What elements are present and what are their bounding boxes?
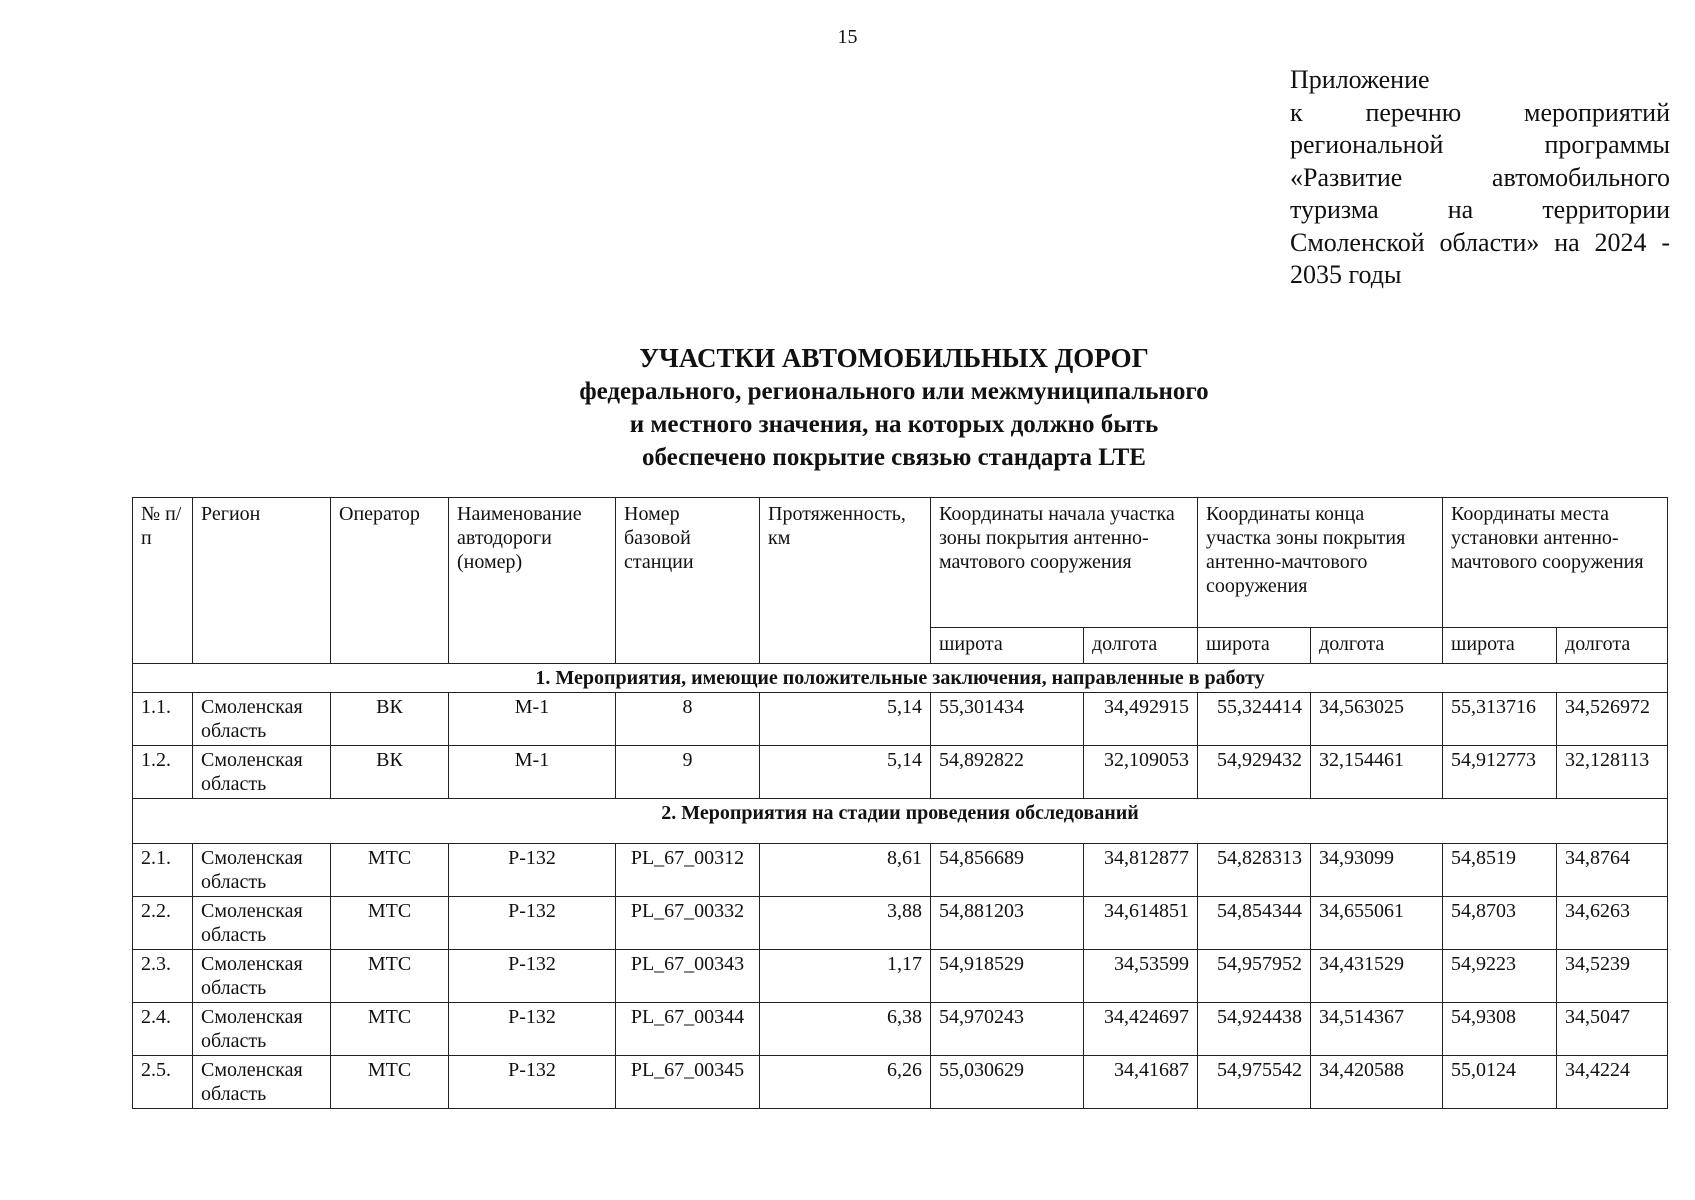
header-end-coords: Координаты конца участка зоны покрытия антенно-мачтового сооружения	[1198, 498, 1443, 628]
cell-station: PL_67_00312	[616, 844, 760, 897]
cell-site-lon: 32,128113	[1557, 746, 1668, 799]
cell-site-lat: 54,8519	[1443, 844, 1557, 897]
cell-operator: ВК	[331, 746, 449, 799]
header-road: Наименование автодороги (номер)	[449, 498, 616, 664]
appendix-block	[1290, 64, 1670, 292]
header-operator: Оператор	[331, 498, 449, 664]
cell-station: PL_67_00332	[616, 897, 760, 950]
cell-start-lon: 34,53599	[1084, 950, 1198, 1003]
cell-end-lon: 32,154461	[1311, 746, 1443, 799]
cell-num: 2.4.	[133, 1003, 193, 1056]
cell-length: 3,88	[760, 897, 931, 950]
cell-end-lat: 54,975542	[1198, 1056, 1311, 1109]
cell-site-lat: 54,912773	[1443, 746, 1557, 799]
cell-num: 2.1.	[133, 844, 193, 897]
cell-start-lat: 54,856689	[931, 844, 1084, 897]
cell-end-lon: 34,563025	[1311, 693, 1443, 746]
cell-region: Смоленская область	[193, 1003, 331, 1056]
cell-site-lat: 55,313716	[1443, 693, 1557, 746]
cell-site-lat: 54,9223	[1443, 950, 1557, 1003]
cell-road: Р-132	[449, 897, 616, 950]
cell-end-lat: 54,929432	[1198, 746, 1311, 799]
cell-operator: МТС	[331, 1056, 449, 1109]
page-number: 15	[837, 26, 858, 48]
header-start-lat: широта	[931, 628, 1084, 664]
cell-start-lat: 54,881203	[931, 897, 1084, 950]
appendix-text: к перечню мероприятий региональной программы «Развитие автомобильного туризма на территории Смоленской области» на 2024 - 2035 годы	[1290, 97, 1670, 289]
header-length: Протяженность, км	[760, 498, 931, 664]
appendix-title: Приложение	[1290, 65, 1430, 94]
cell-end-lon: 34,655061	[1311, 897, 1443, 950]
table-row	[133, 897, 1668, 950]
cell-start-lat: 55,301434	[931, 693, 1084, 746]
cell-region: Смоленская область	[193, 693, 331, 746]
cell-length: 5,14	[760, 746, 931, 799]
cell-road: Р-132	[449, 1003, 616, 1056]
cell-site-lat: 55,0124	[1443, 1056, 1557, 1109]
cell-length: 6,38	[760, 1003, 931, 1056]
cell-end-lat: 54,957952	[1198, 950, 1311, 1003]
cell-length: 1,17	[760, 950, 931, 1003]
cell-site-lon: 34,6263	[1557, 897, 1668, 950]
cell-site-lat: 54,9308	[1443, 1003, 1557, 1056]
cell-start-lat: 55,030629	[931, 1056, 1084, 1109]
cell-operator: МТС	[331, 897, 449, 950]
title-line-4: обеспечено покрытие связью стандарта LTE	[642, 444, 1146, 471]
cell-road: Р-132	[449, 844, 616, 897]
cell-station: 9	[616, 746, 760, 799]
cell-length: 8,61	[760, 844, 931, 897]
cell-region: Смоленская область	[193, 897, 331, 950]
cell-road: М-1	[449, 693, 616, 746]
table-row	[133, 844, 1668, 897]
cell-region: Смоленская область	[193, 844, 331, 897]
header-site-lon: долгота	[1557, 628, 1668, 664]
table-row	[133, 950, 1668, 1003]
header-start-lon: долгота	[1084, 628, 1198, 664]
title-line-2: федерального, регионального или межмуниципального	[579, 378, 1209, 405]
section-1-row	[133, 664, 1668, 693]
header-site-coords: Координаты места установки антенно-мачтового сооружения	[1443, 498, 1668, 628]
section-1-heading: 1. Мероприятия, имеющие положительные заключения, направленные в работу	[133, 664, 1668, 693]
cell-site-lon: 34,5047	[1557, 1003, 1668, 1056]
cell-start-lon: 34,41687	[1084, 1056, 1198, 1109]
cell-region: Смоленская область	[193, 746, 331, 799]
cell-station: PL_67_00343	[616, 950, 760, 1003]
cell-num: 2.3.	[133, 950, 193, 1003]
title-line-3: и местного значения, на которых должно быть	[629, 411, 1159, 438]
cell-road: Р-132	[449, 950, 616, 1003]
cell-start-lon: 34,424697	[1084, 1003, 1198, 1056]
cell-road: М-1	[449, 746, 616, 799]
cell-start-lon: 34,812877	[1084, 844, 1198, 897]
cell-num: 1.1.	[133, 693, 193, 746]
cell-start-lon: 32,109053	[1084, 746, 1198, 799]
cell-end-lat: 54,854344	[1198, 897, 1311, 950]
cell-station: 8	[616, 693, 760, 746]
cell-start-lat: 54,970243	[931, 1003, 1084, 1056]
cell-road: Р-132	[449, 1056, 616, 1109]
road-sections-table	[132, 497, 1668, 1109]
cell-length: 6,26	[760, 1056, 931, 1109]
cell-site-lon: 34,8764	[1557, 844, 1668, 897]
cell-station: PL_67_00344	[616, 1003, 760, 1056]
section-2-row	[133, 799, 1668, 844]
cell-length: 5,14	[760, 693, 931, 746]
cell-operator: ВК	[331, 693, 449, 746]
cell-end-lon: 34,420588	[1311, 1056, 1443, 1109]
header-end-lat: широта	[1198, 628, 1311, 664]
cell-site-lon: 34,5239	[1557, 950, 1668, 1003]
cell-region: Смоленская область	[193, 950, 331, 1003]
cell-num: 2.2.	[133, 897, 193, 950]
cell-site-lon: 34,526972	[1557, 693, 1668, 746]
section-2-heading: 2. Мероприятия на стадии проведения обследований	[133, 799, 1668, 844]
cell-site-lon: 34,4224	[1557, 1056, 1668, 1109]
cell-start-lat: 54,892822	[931, 746, 1084, 799]
cell-region: Смоленская область	[193, 1056, 331, 1109]
cell-operator: МТС	[331, 1003, 449, 1056]
table-row	[133, 693, 1668, 746]
table-row	[133, 1056, 1668, 1109]
cell-num: 1.2.	[133, 746, 193, 799]
cell-end-lat: 54,924438	[1198, 1003, 1311, 1056]
table-row	[133, 746, 1668, 799]
cell-start-lon: 34,614851	[1084, 897, 1198, 950]
title-main: УЧАСТКИ АВТОМОБИЛЬНЫХ ДОРОГ	[639, 343, 1149, 373]
cell-start-lon: 34,492915	[1084, 693, 1198, 746]
header-station: Номер базовой станции	[616, 498, 760, 664]
cell-end-lat: 54,828313	[1198, 844, 1311, 897]
cell-start-lat: 54,918529	[931, 950, 1084, 1003]
cell-end-lon: 34,431529	[1311, 950, 1443, 1003]
header-region: Регион	[193, 498, 331, 664]
cell-num: 2.5.	[133, 1056, 193, 1109]
cell-station: PL_67_00345	[616, 1056, 760, 1109]
header-num: № п/п	[133, 498, 193, 664]
cell-end-lon: 34,93099	[1311, 844, 1443, 897]
cell-end-lon: 34,514367	[1311, 1003, 1443, 1056]
cell-operator: МТС	[331, 844, 449, 897]
table-row	[133, 1003, 1668, 1056]
cell-end-lat: 55,324414	[1198, 693, 1311, 746]
cell-site-lat: 54,8703	[1443, 897, 1557, 950]
header-start-coords: Координаты начала участка зоны покрытия антенно-мачтового сооружения	[931, 498, 1198, 628]
document-title	[0, 342, 1695, 474]
cell-operator: МТС	[331, 950, 449, 1003]
header-end-lon: долгота	[1311, 628, 1443, 664]
header-site-lat: широта	[1443, 628, 1557, 664]
